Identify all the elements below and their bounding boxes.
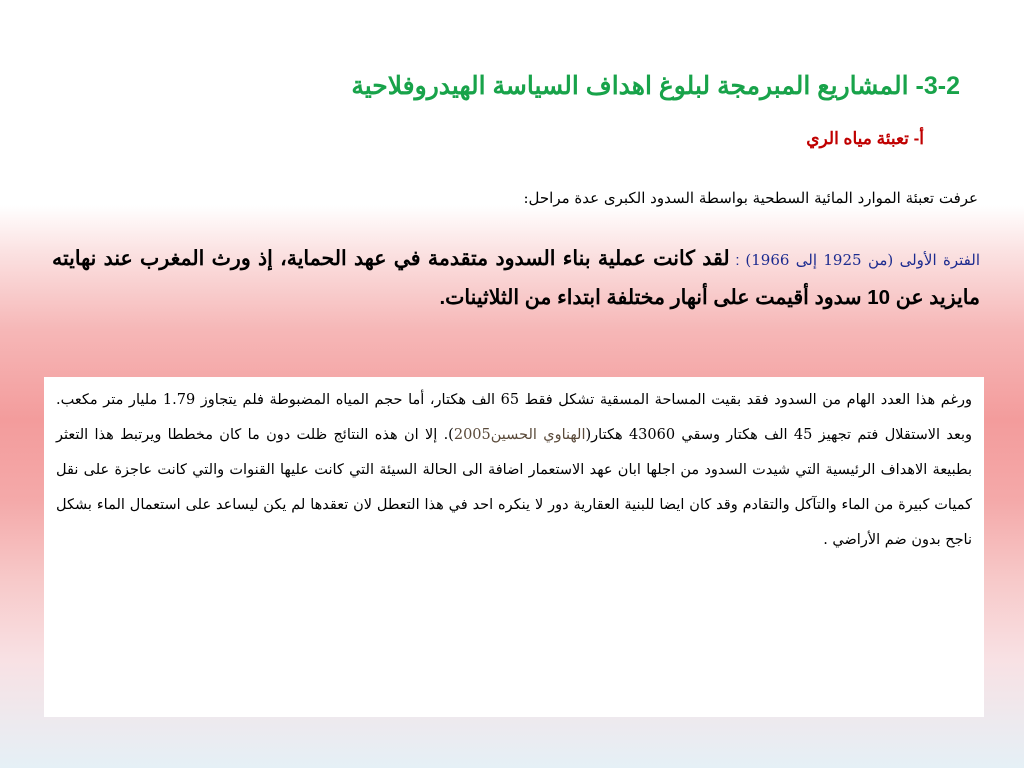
intro-text: عرفت تعبئة الموارد المائية السطحية بواسطة السدود الكبرى عدة مراحل: xyxy=(523,189,978,207)
text-box-paragraph xyxy=(56,383,972,558)
text-box-text-after: ). إلا ان هذه النتائج ظلت دون ما كان مخططا ويرتبط هذا التعثر بطبيعة الاهداف الرئيسية التي شيدت السدود من اجلها ابان عهد الاستعمار اضافة الى الحالة السيئة التي كانت عليها القنوات والتي كانت عاجزة على نقل كميات كبيرة من الماء والتآكل والتقادم وقد كان ايضا للبنية العقارية دور لا ينكره احد في هذا التعطل لان تعقدها لم يكن ليساعد على استعمال الماء بشكل ناجح بدون ضم الأراضي . xyxy=(56,427,972,548)
period-label: الفترة الأولى (من 1925 إلى 1966) xyxy=(745,251,980,269)
section-heading: 3-2- المشاريع المبرمجة لبلوغ اهداف السياسة الهيدروفلاحية xyxy=(351,72,960,100)
first-period-text: لقد كانت عملية بناء السدود متقدمة في عهد الحماية، إذ ورث المغرب عند نهايته مايزيد عن 10 سدود أقيمت على أنهار مختلفة ابتداء من الثلاثينات. xyxy=(52,247,980,309)
first-period-paragraph xyxy=(52,240,980,316)
citation: الهناوي الحسين2005 xyxy=(453,427,586,443)
period-separator: : xyxy=(729,252,746,269)
text-box-text-before: ورغم هذا العدد الهام من السدود فقد بقيت المساحة المسقية تشكل فقط 65 الف هكتار، أما حجم المياه المضبوطة فلم يتجاوز 1.79 مليار متر مكعب. وبعد الاستقلال فتم تجهيز 45 الف هكتار وسقي 43060 هكتار( xyxy=(56,392,972,443)
subsection-heading: أ- تعبئة مياه الري xyxy=(806,129,924,148)
text-box xyxy=(44,377,984,717)
